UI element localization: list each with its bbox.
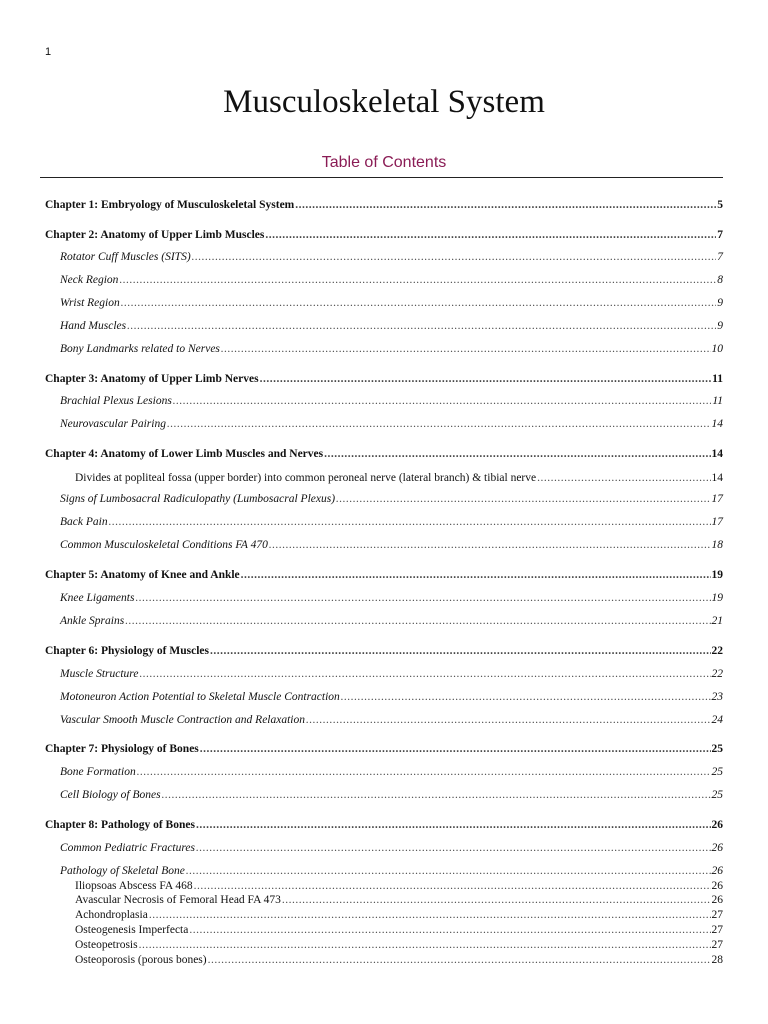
toc-entry[interactable] [0, 666, 768, 682]
dot-leader [241, 567, 711, 583]
dot-leader [186, 863, 711, 879]
dot-leader [139, 937, 711, 953]
dot-leader [260, 371, 712, 387]
document-title: Musculoskeletal System [223, 84, 545, 120]
toc-entry-page: 25 [711, 766, 723, 778]
toc-entry-page: 7 [717, 251, 723, 263]
toc-entry-title: Signs of Lumbosacral Radiculopathy (Lumbosacral Plexus) [60, 493, 336, 505]
toc-entry-page: 27 [711, 939, 723, 951]
toc-heading: Table of Contents [321, 154, 447, 171]
toc-entry-page: 9 [717, 297, 723, 309]
toc-entry[interactable] [0, 416, 768, 432]
toc-entry[interactable] [0, 197, 768, 213]
toc-entry-page: 7 [717, 229, 723, 241]
toc-entry-title: Vascular Smooth Muscle Contraction and Relaxation [60, 714, 305, 726]
toc-entry-title: Muscle Structure [60, 668, 139, 680]
toc-entry[interactable] [0, 764, 768, 780]
toc-entry-page: 21 [711, 615, 723, 627]
toc-entry-title: Bone Formation [60, 766, 136, 778]
toc-entry-page: 14 [711, 418, 723, 430]
toc-entry-title: Chapter 6: Physiology of Muscles [45, 645, 209, 657]
toc-entry[interactable] [0, 689, 768, 705]
toc-entry-page: 27 [711, 924, 723, 936]
toc-entry-title: Neck Region [60, 274, 119, 286]
toc-entry-page: 9 [717, 320, 723, 332]
toc-entry-title: Cell Biology of Bones [60, 789, 161, 801]
toc-entry-title: Neurovascular Pairing [60, 418, 166, 430]
toc-entry[interactable] [0, 537, 768, 553]
dot-leader [306, 712, 711, 728]
dot-leader [125, 613, 710, 629]
toc-entry-title: Rotator Cuff Muscles (SITS) [60, 251, 191, 263]
toc-entry-page: 27 [711, 909, 723, 921]
toc-entry-title: Osteoporosis (porous bones) [75, 954, 207, 966]
dot-leader [135, 590, 710, 606]
toc-entry[interactable] [0, 817, 768, 833]
toc-entry[interactable] [0, 249, 768, 265]
toc-entry[interactable] [0, 712, 768, 728]
toc-entry-title: Knee Ligaments [60, 592, 135, 604]
dot-leader [265, 227, 716, 243]
dot-leader [167, 416, 711, 432]
toc-entry-page: 11 [712, 373, 723, 385]
toc-entry-title: Avascular Necrosis of Femoral Head FA 473 [75, 894, 281, 906]
toc-entry-page: 22 [711, 668, 723, 680]
toc-entry[interactable] [0, 371, 768, 387]
heading-divider [40, 177, 723, 178]
page-number: 1 [45, 46, 52, 58]
dot-leader [189, 922, 710, 938]
toc-entry[interactable] [0, 295, 768, 311]
dot-leader [109, 514, 711, 530]
toc-entry-title: Chapter 8: Pathology of Bones [45, 819, 195, 831]
toc-entry-title: Chapter 7: Physiology of Bones [45, 743, 199, 755]
toc-entry-page: 26 [711, 819, 723, 831]
toc-entry[interactable] [0, 470, 768, 486]
dot-leader [192, 249, 717, 265]
dot-leader [221, 341, 711, 357]
toc-entry-page: 26 [711, 894, 723, 906]
dot-leader [282, 892, 711, 908]
toc-entry-page: 18 [711, 539, 723, 551]
toc-entry[interactable] [0, 741, 768, 757]
toc-entry-title: Chapter 1: Embryology of Musculoskeletal System [45, 199, 295, 211]
toc-entry-page: 28 [711, 954, 723, 966]
toc-entry-title: Brachial Plexus Lesions [60, 395, 172, 407]
toc-entry-title: Chapter 5: Anatomy of Knee and Ankle [45, 569, 240, 581]
toc-entry-page: 26 [711, 880, 723, 892]
toc-entry[interactable] [0, 341, 768, 357]
toc-entry-title: Achondroplasia [75, 909, 148, 921]
toc-entry-title: Wrist Region [60, 297, 120, 309]
toc-entry-title: Pathology of Skeletal Bone [60, 865, 185, 877]
dot-leader [173, 393, 712, 409]
dot-leader [210, 643, 711, 659]
toc-entry-title: Chapter 4: Anatomy of Lower Limb Muscles and Nerves [45, 448, 324, 460]
toc-entry-title: Common Musculoskeletal Conditions FA 470 [60, 539, 268, 551]
toc-entry[interactable] [0, 787, 768, 803]
toc-entry[interactable] [0, 491, 768, 507]
toc-entry-page: 17 [711, 516, 723, 528]
toc-entry-title: Ankle Sprains [60, 615, 125, 627]
toc-entry-title: Motoneuron Action Potential to Skeletal Muscle Contraction [60, 691, 340, 703]
toc-entry[interactable] [0, 590, 768, 606]
toc-entry-title: Common Pediatric Fractures [60, 842, 196, 854]
toc-entry-page: 23 [711, 691, 723, 703]
toc-entry-title: Osteogenesis Imperfecta [75, 924, 189, 936]
toc-entry-title: Chapter 3: Anatomy of Upper Limb Nerves [45, 373, 259, 385]
toc-entry-title: Divides at popliteal fossa (upper border) into common peroneal nerve (lateral branch) & tibial nerve [75, 472, 537, 484]
toc-entry-page: 26 [711, 842, 723, 854]
toc-entry[interactable] [0, 863, 768, 879]
toc-entry-page: 22 [711, 645, 723, 657]
toc-entry[interactable] [0, 514, 768, 530]
dot-leader [196, 840, 710, 856]
toc-entry[interactable] [0, 318, 768, 334]
toc-entry-page: 26 [711, 865, 723, 877]
toc-entry[interactable] [0, 567, 768, 583]
dot-leader [336, 491, 710, 507]
toc-entry-page: 10 [711, 343, 723, 355]
toc-entry[interactable] [0, 227, 768, 243]
toc-entry[interactable] [0, 643, 768, 659]
dot-leader [121, 295, 717, 311]
toc-entry-page: 19 [711, 569, 723, 581]
toc-entry[interactable] [0, 840, 768, 856]
toc-entry-page: 14 [711, 448, 723, 460]
toc-entry-title: Back Pain [60, 516, 108, 528]
toc-entry[interactable] [0, 272, 768, 288]
toc-entry-title: Osteopetrosis [75, 939, 138, 951]
toc-entry-page: 25 [711, 743, 723, 755]
toc-entry[interactable] [0, 952, 768, 968]
toc-entry-page: 14 [711, 472, 723, 484]
dot-leader [127, 318, 716, 334]
dot-leader [537, 470, 710, 486]
toc-entry[interactable] [0, 907, 768, 923]
toc-entry-title: Hand Muscles [60, 320, 127, 332]
toc-entry-page: 25 [711, 789, 723, 801]
dot-leader [196, 817, 711, 833]
toc-entry[interactable] [0, 922, 768, 938]
toc-entry-page: 8 [717, 274, 723, 286]
toc-entry-title: Iliopsoas Abscess FA 468 [75, 880, 193, 892]
dot-leader [200, 741, 711, 757]
toc-entry-page: 5 [717, 199, 723, 211]
dot-leader [324, 446, 710, 462]
toc-entry-page: 24 [711, 714, 723, 726]
toc-entry-page: 17 [711, 493, 723, 505]
toc-entry[interactable] [0, 892, 768, 908]
toc-entry-page: 11 [712, 395, 723, 407]
dot-leader [137, 764, 711, 780]
dot-leader [139, 666, 710, 682]
toc-entry-title: Bony Landmarks related to Nerves [60, 343, 220, 355]
toc-entry[interactable] [0, 937, 768, 953]
toc-entry-title: Chapter 2: Anatomy of Upper Limb Muscles [45, 229, 265, 241]
dot-leader [119, 272, 716, 288]
toc-entry[interactable] [0, 613, 768, 629]
dot-leader [269, 537, 711, 553]
toc-entry[interactable] [0, 446, 768, 462]
dot-leader [208, 952, 711, 968]
toc-entry[interactable] [0, 393, 768, 409]
dot-leader [341, 689, 711, 705]
dot-leader [162, 787, 711, 803]
dot-leader [295, 197, 716, 213]
toc-entry-page: 19 [711, 592, 723, 604]
dot-leader [149, 907, 711, 923]
